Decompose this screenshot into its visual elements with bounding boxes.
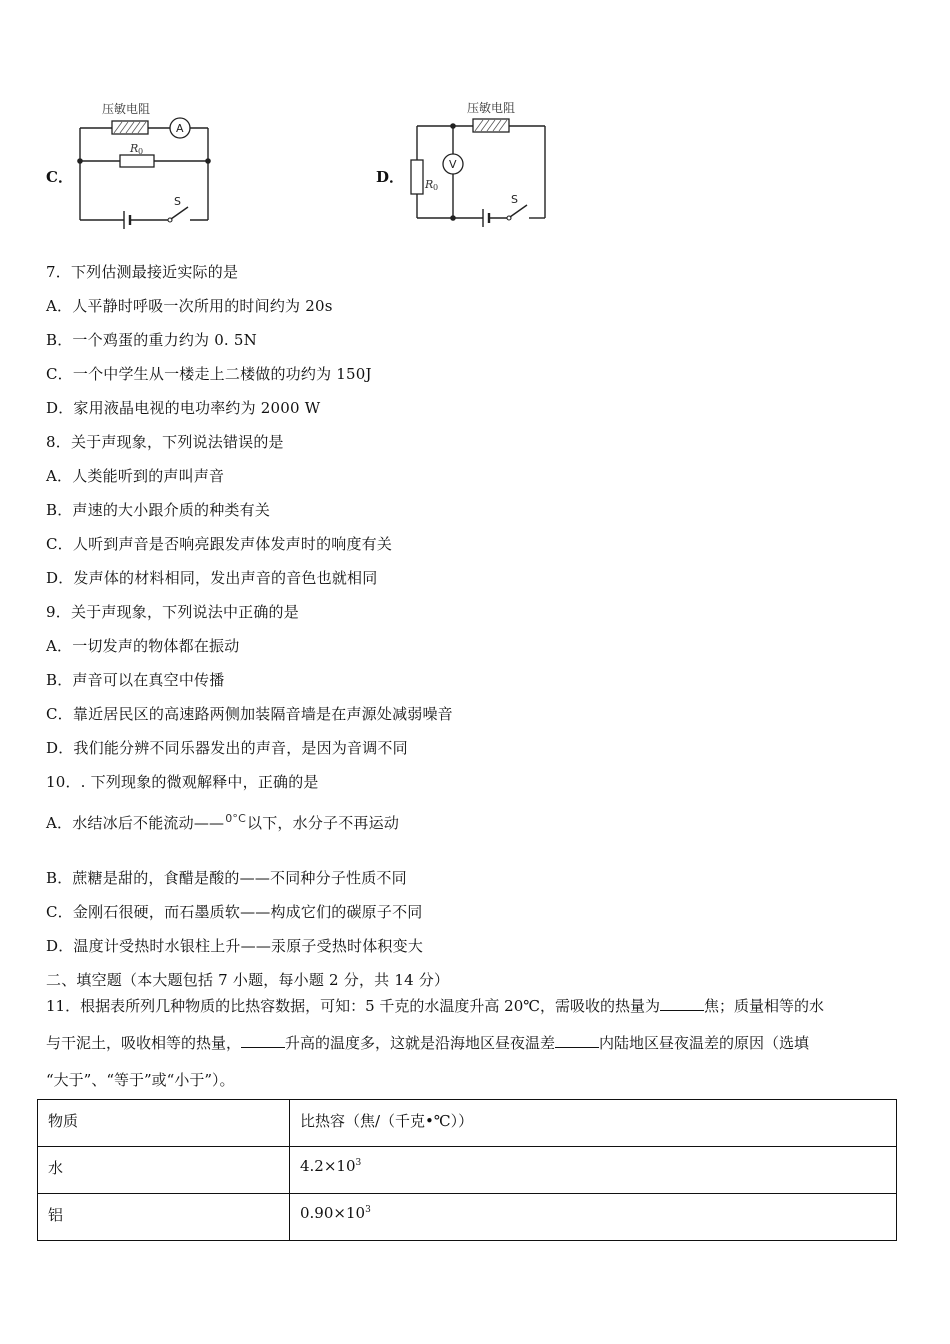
q9-option-a: A．一切发声的物体都在振动 [46, 637, 240, 655]
q7-option-a: A．人平静时呼吸一次所用的时间约为 20s [46, 297, 333, 315]
table-cell-value-exp: 3 [355, 1158, 362, 1168]
circuit-c-switch-label: S [174, 195, 181, 208]
circuit-d-r0-sub: 0 [433, 183, 439, 192]
q10-option-d: D．温度计受热时水银柱上升——汞原子受热时体积变大 [46, 937, 424, 955]
q10-option-a-pre: A．水结冰后不能流动—— [46, 814, 225, 832]
q11-blank-3[interactable] [555, 1033, 599, 1048]
q7-option-c: C．一个中学生从一楼走上二楼做的功约为 150J [46, 365, 372, 383]
q8-option-c: C．人听到声音是否响亮跟发声体发声时的响度有关 [46, 535, 393, 553]
table-header-specific-heat: 比热容（焦/（千克•℃）） [290, 1100, 897, 1147]
q10-option-b: B．蔗糖是甜的，食醋是酸的——不同种分子性质不同 [46, 869, 407, 887]
table-cell-value [290, 1194, 897, 1241]
circuit-c-sensor-label: 压敏电阻 [102, 102, 151, 116]
ammeter-label: A [176, 122, 184, 135]
circuit-c-r0-sub: 0 [138, 147, 144, 156]
q10-temp-formula: 0°C [225, 812, 247, 825]
table-cell-substance: 铝 [38, 1194, 290, 1241]
table-cell-value [290, 1147, 897, 1194]
switch-icon [510, 205, 527, 217]
q11-line-1 [46, 995, 824, 1016]
q10-option-a [46, 812, 399, 833]
q11-line-1-part-b: 焦；质量相等的水 [704, 997, 825, 1015]
q7-option-b: B．一个鸡蛋的重力约为 0. 5N [46, 331, 257, 349]
voltmeter-label: V [449, 158, 457, 171]
q11-line-2 [46, 1032, 809, 1053]
circuit-d-diagram [405, 98, 555, 226]
table-cell-value-exp: 3 [365, 1205, 371, 1215]
specific-heat-table [37, 1099, 897, 1241]
option-c-letter: C． [46, 168, 73, 186]
q10-option-a-post: 以下，水分子不再运动 [247, 814, 400, 832]
q11-line-3: “大于”、“等于”或“小于”）。 [46, 1071, 235, 1089]
circuit-d-r0-label: R [425, 178, 434, 191]
q11-line-1-part-a: 11．根据表所列几种物质的比热容数据，可知：5 千克的水温度升高 20℃，需吸收的热量为 [46, 997, 661, 1015]
q11-blank-2[interactable] [241, 1033, 285, 1048]
q11-blank-1[interactable] [660, 996, 704, 1011]
circuit-c-r0-resistor [120, 155, 154, 167]
table-header-row [38, 1100, 897, 1147]
section-2-title: 二、填空题（本大题包括 7 小题，每小题 2 分，共 14 分） [46, 971, 450, 989]
table-row [38, 1194, 897, 1241]
circuit-c-diagram [70, 98, 220, 226]
table-cell-value-base: 4.2×10 [300, 1157, 356, 1175]
q9-option-b: B．声音可以在真空中传播 [46, 671, 225, 689]
q8-option-a: A．人类能听到的声叫声音 [46, 467, 225, 485]
circuit-d-switch-label: S [511, 193, 518, 206]
option-d-letter: D． [376, 168, 405, 186]
q8-stem: 8．关于声现象，下列说法错误的是 [46, 433, 284, 451]
table-cell-substance: 水 [38, 1147, 290, 1194]
q10-stem: 10．. 下列现象的微观解释中，正确的是 [46, 773, 319, 791]
q7-option-d: D．家用液晶电视的电功率约为 2000 W [46, 399, 321, 417]
q11-line-2-part-b: 升高的温度多，这就是沿海地区昼夜温差 [285, 1034, 556, 1052]
q9-option-d: D．我们能分辨不同乐器发出的声音，是因为音调不同 [46, 739, 408, 757]
q11-line-2-part-c: 内陆地区昼夜温差的原因（选填 [599, 1034, 810, 1052]
q9-option-c: C．靠近居民区的高速路两侧加装隔音墙是在声源处减弱噪音 [46, 705, 453, 723]
circuit-c-r0-label: R [130, 142, 139, 155]
table-cell-value-base: 0.90×10 [300, 1204, 366, 1222]
switch-icon [171, 207, 188, 219]
circuit-d-sensor-label: 压敏电阻 [467, 101, 516, 115]
q11-line-2-part-a: 与干泥土，吸收相等的热量， [46, 1034, 242, 1052]
circuit-d-r0-resistor [411, 160, 423, 194]
q8-option-b: B．声速的大小跟介质的种类有关 [46, 501, 271, 519]
q10-option-c: C．金刚石很硬，而石墨质软——构成它们的碳原子不同 [46, 903, 423, 921]
table-row [38, 1147, 897, 1194]
q8-option-d: D．发声体的材料相同，发出声音的音色也就相同 [46, 569, 378, 587]
table-header-substance: 物质 [38, 1100, 290, 1147]
q9-stem: 9．关于声现象，下列说法中正确的是 [46, 603, 299, 621]
q7-stem: 7．下列估测最接近实际的是 [46, 263, 239, 281]
